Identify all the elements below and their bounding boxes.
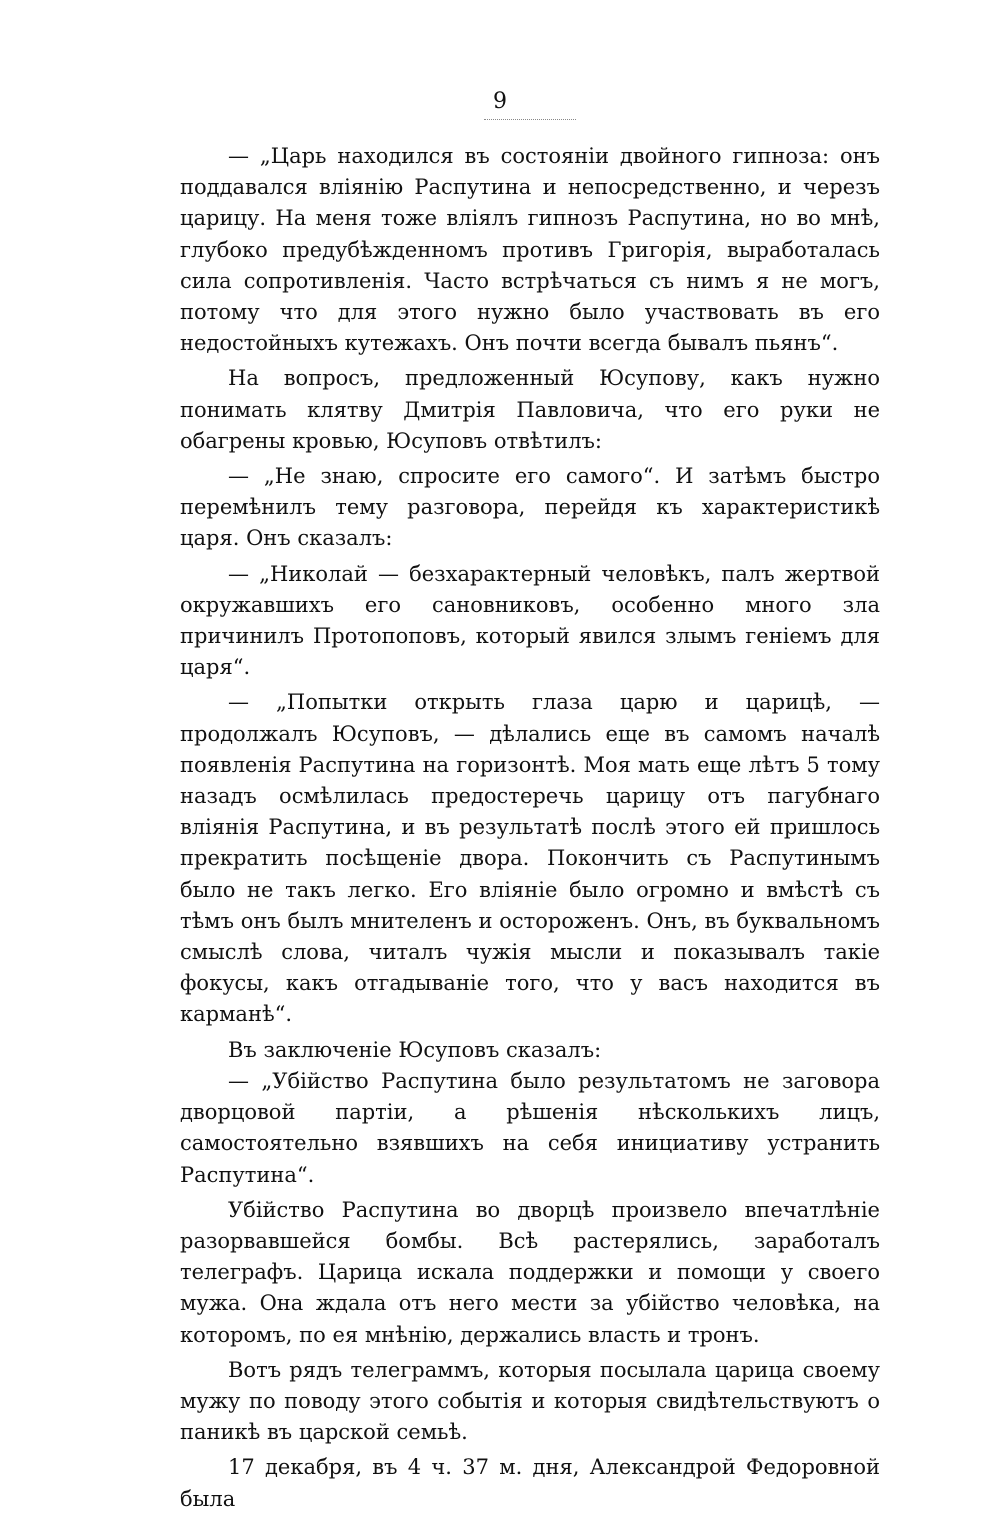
paragraph: Въ заключенiе Юсуповъ сказалъ: [228, 1037, 602, 1062]
paragraph: — „Убiйство Распутина было результатомъ не заговора дворцовой партiи, а рѣшенiя нѣсколькихъ лицъ, самостоятельно взявшихъ на себя инициативу устранить Распутина“. [180, 1068, 880, 1187]
page-number: 9 [493, 89, 507, 114]
page-number-rule [484, 119, 576, 120]
paragraph: — „Не знаю, спросите его самого“. И затѣмъ быстро перемѣнилъ тему разговора, перейдя къ характеристикѣ царя. Онъ сказалъ: [180, 464, 880, 551]
paragraph: Убiйство Распутина во дворцѣ произвело впечатлѣнiе разорвавшейся бомбы. Всѣ растерялись, заработалъ телеграфъ. Царица искала поддержки и помощи у своего мужа. Она ждала отъ него мести за убiйство человѣка, на которомъ, по ея мнѣнiю, держались власть и тронъ. [180, 1197, 880, 1347]
paragraph: — „Николай — безхарактерный человѣкъ, палъ жертвой окружавшихъ его сановниковъ, особенно много зла причинилъ Протопоповъ, который явился злымъ генiемъ для царя“. [180, 561, 880, 680]
paragraph: Вотъ рядъ телеграммъ, которыя посылала царица своему мужу по поводу этого событiя и которыя свидѣтельствуютъ о паникѣ въ царской семьѣ. [180, 1357, 880, 1445]
paragraph: На вопросъ, предложенный Юсупову, какъ нужно понимать клятву Дмитрiя Павловича, что его руки не обагрены кровью, Юсуповъ отвѣтилъ: [180, 366, 880, 453]
paragraph: 17 декабря, въ 4 ч. 37 м. дня, Александрой Федоровной была [180, 1455, 880, 1511]
body-text [180, 141, 880, 1519]
paragraph: — „Царь находился въ состоянiи двойного гипноза: онъ поддавался влiянiю Распутина и непосредственно, и черезъ царицу. На меня тоже влiялъ гипнозъ Распутина, но во мнѣ, глубоко предубѣжденномъ противъ Григорiя, выработалась сила сопротивленiя. Часто встрѣчаться съ нимъ я не могъ, потому что для этого нужно было участвовать въ его недостойныхъ кутежахъ. Онъ почти всегда бывалъ пьянъ“. [180, 144, 880, 356]
paragraph: — „Попытки открыть глаза царю и царицѣ, — продолжалъ Юсуповъ, — дѣлались еще въ самомъ началѣ появленiя Распутина на горизонтѣ. Моя мать еще лѣтъ 5 тому назадъ осмѣлилась предостеречь царицу отъ пагубнаго влiянiя Распутина, и въ результатѣ послѣ этого ей пришлось прекратить посѣщенiе двора. Покончить съ Распутинымъ было не такъ легко. Его влiянiе было огромно и вмѣстѣ съ тѣмъ онъ былъ мнителенъ и остороженъ. Онъ, въ буквальномъ смыслѣ слова, читалъ чужiя мысли и показывалъ такiе фокусы, какъ отгадыванiе того, что у васъ находится въ карманѣ“. [180, 690, 880, 1027]
